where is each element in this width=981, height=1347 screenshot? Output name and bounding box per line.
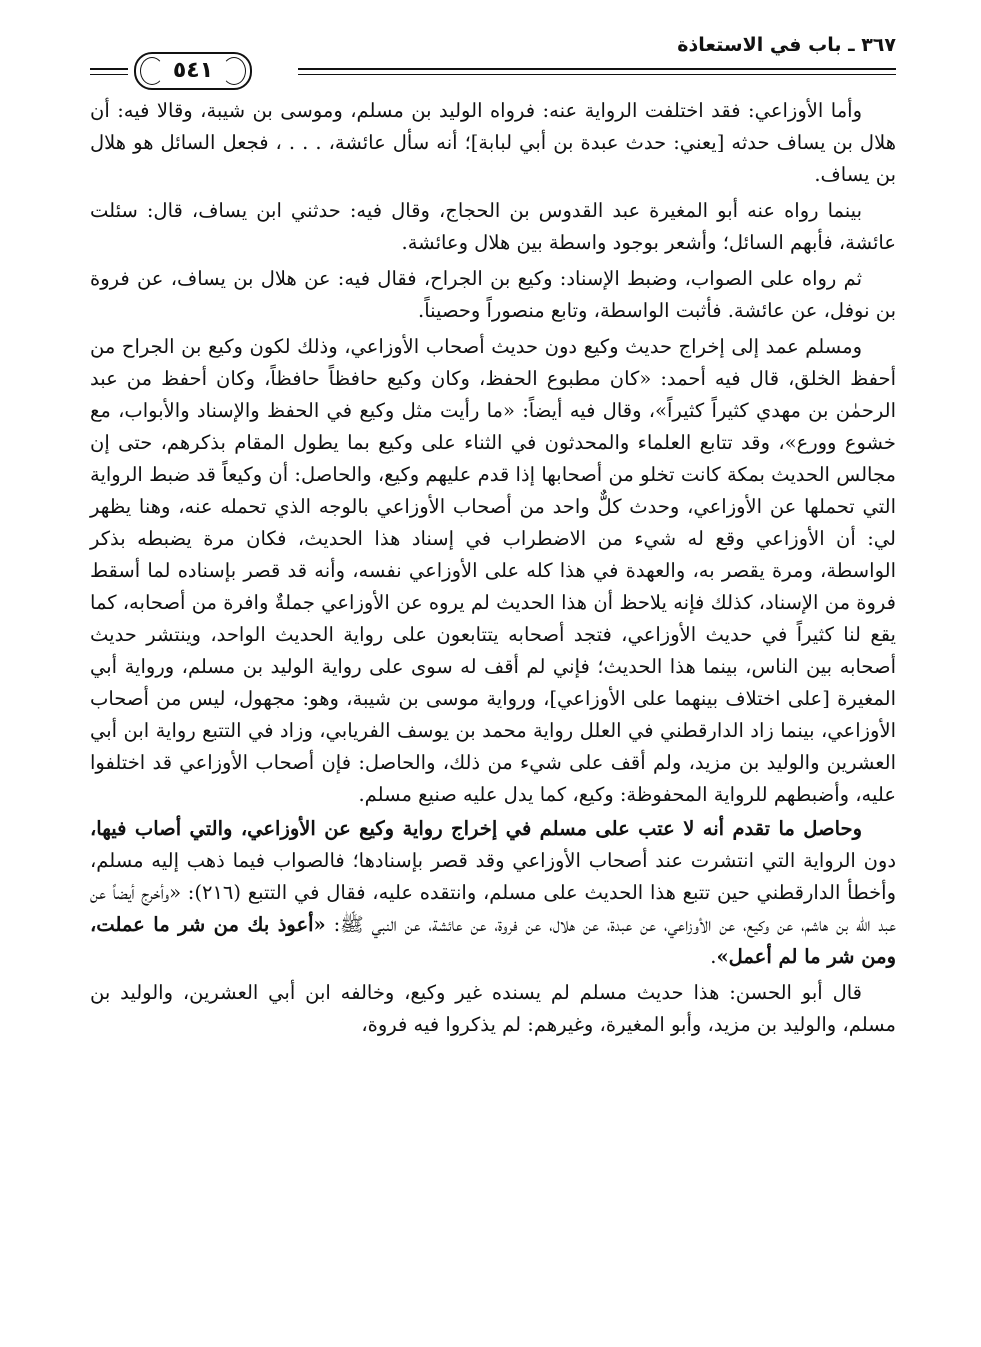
page-body (90, 95, 896, 1045)
paragraph-abu-mughira: بينما رواه عنه أبو المغيرة عبد القدوس بن الحجاج، وقال فيه: حدثني ابن يساف، قال: سئلت عائشة، فأبهم السائل؛ وأشعر بوجود واسطة بين هلال وعائشة. (90, 199, 896, 254)
paragraph-muslim-choice: ومسلم عمد إلى إخراج حديث وكيع دون حديث أصحاب الأوزاعي، وذلك لكون وكيع بن الجراح من أحفظ الخلق، قال فيه أحمد: «كان مطبوع الحفظ، وكان وكيع حافظاً حافظاً، وكان أحفظ من عبد الرحمٰن بن مهدي كثيراً كثيراً»، وقال فيه أيضاً: «ما رأيت مثل وكيع في الحفظ والإسناد والأبواب، مع خشوع وورع»، وقد تتابع العلماء والمحدثون في الثناء على وكيع بما يطول المقام بذكرهم، حتى إن مجالس الحديث بمكة كانت تخلو من أصحابها إذا قدم عليهم وكيع، والحاصل: أن وكيعاً قد ضبط الرواية التي تحملها عن الأوزاعي، وحدث كلٌّ واحد من أصحاب الأوزاعي بالوجه الذي تحمله عنه، وهنا يظهر لي: أن الأوزاعي وقع له شيء من الاضطراب في إسناد هذا الحديث، فكان مرة يضبطه بذكر الواسطة، ومرة يقصر به، والعهدة في هذا كله على الأوزاعي نفسه، وأنه قد قصر بإسناده لما أسقط فروة من الإسناد، كذلك فإنه يلاحظ أن هذا الحديث لم يروه عن الأوزاعي جملةٌ وافرة من أصحابه، كما يقع لنا كثيراً في حديث الأوزاعي، فتجد أصحابه يتتابعون على رواية الحديث الواحد، وينتشر حديث أصحابه بين الناس، بينما هذا الحديث؛ فإني لم أقف له سوى على رواية الوليد بن مسلم، ورواية أبي المغيرة [على اختلاف بينهما على الأوزاعي]، ورواية موسى بن شيبة، وهو: مجهول، ليس من أصحاب الأوزاعي، بينما زاد الدارقطني في العلل رواية محمد بن يوسف الفريابي، وزاد في التتبع رواية ابن أبي العشرين والوليد بن مزيد، ولم أقف على شيء من ذلك، والحاصل: فإن أصحاب الأوزاعي قد اختلفوا عليه، وأضبطهم للرواية المحفوظة: وكيع، كما يدل عليه صنيع مسلم. (90, 335, 896, 806)
page-header (90, 32, 896, 88)
paragraph-awzai-narrations: وأما الأوزاعي: فقد اختلفت الرواية عنه: فرواه الوليد بن مسلم، وموسى بن شيبة، وقالا فيه: أن هلال بن يساف حدثه [يعني: حدث عبدة بن أبي لبابة]؛ أنه سأل عائشة، . . . ، فجعل السائل هو هلال بن يساف. (90, 99, 896, 186)
summary-text-2: . (710, 945, 717, 968)
paragraph-abu-hasan: قال أبو الحسن: هذا حديث مسلم لم يسنده غير وكيع، وخالفه ابن أبي العشرين، والوليد بن مسلم، والوليد بن مزيد، وأبو المغيرة، وغيرهم: لم يذكروا فيه فروة، (90, 981, 896, 1036)
summary-bold-lead: وحاصل ما تقدم أنه لا عتب على مسلم في إخراج رواية وكيع عن الأوزاعي، والتي أصاب فيها، (90, 817, 862, 840)
running-title: ٣٦٧ ـ باب في الاستعاذة (677, 34, 896, 56)
page-number-frame (134, 52, 252, 90)
header-rule-left (90, 68, 128, 75)
paragraph-summary (90, 813, 896, 973)
summary-bold-hadith-quote: «أعوذ بك من شر ما عملت، ومن شر ما لم أعمل» (90, 913, 896, 968)
paragraph-waki-correct: ثم رواه على الصواب، وضبط الإسناد: وكيع بن الجراح، فقال فيه: عن هلال بن يساف، عن فروة بن نوفل، عن عائشة. فأثبت الواسطة، وتابع منصوراً وحصيناً. (90, 267, 896, 322)
header-rule-right (298, 68, 896, 75)
page-number: ٥٤١ (172, 58, 214, 83)
summary-text-1: دون الرواية التي انتشرت عند أصحاب الأوزاعي وقد قصر بإسنادها؛ فالصواب فيما ذهب إليه مسلم، وأخطأ الدارقطني حين تتبع هذا الحديث على مسلم، وانتقده عليه، فقال في التتبع (٢١٦): «وأخرج أيضاً عن عبد الله بن هاشم، عن وكيع، عن الأوزاعي، عن عبدة، عن هلال، عن فروة، عن عائشة، عن النبي ﷺ: (90, 849, 896, 936)
